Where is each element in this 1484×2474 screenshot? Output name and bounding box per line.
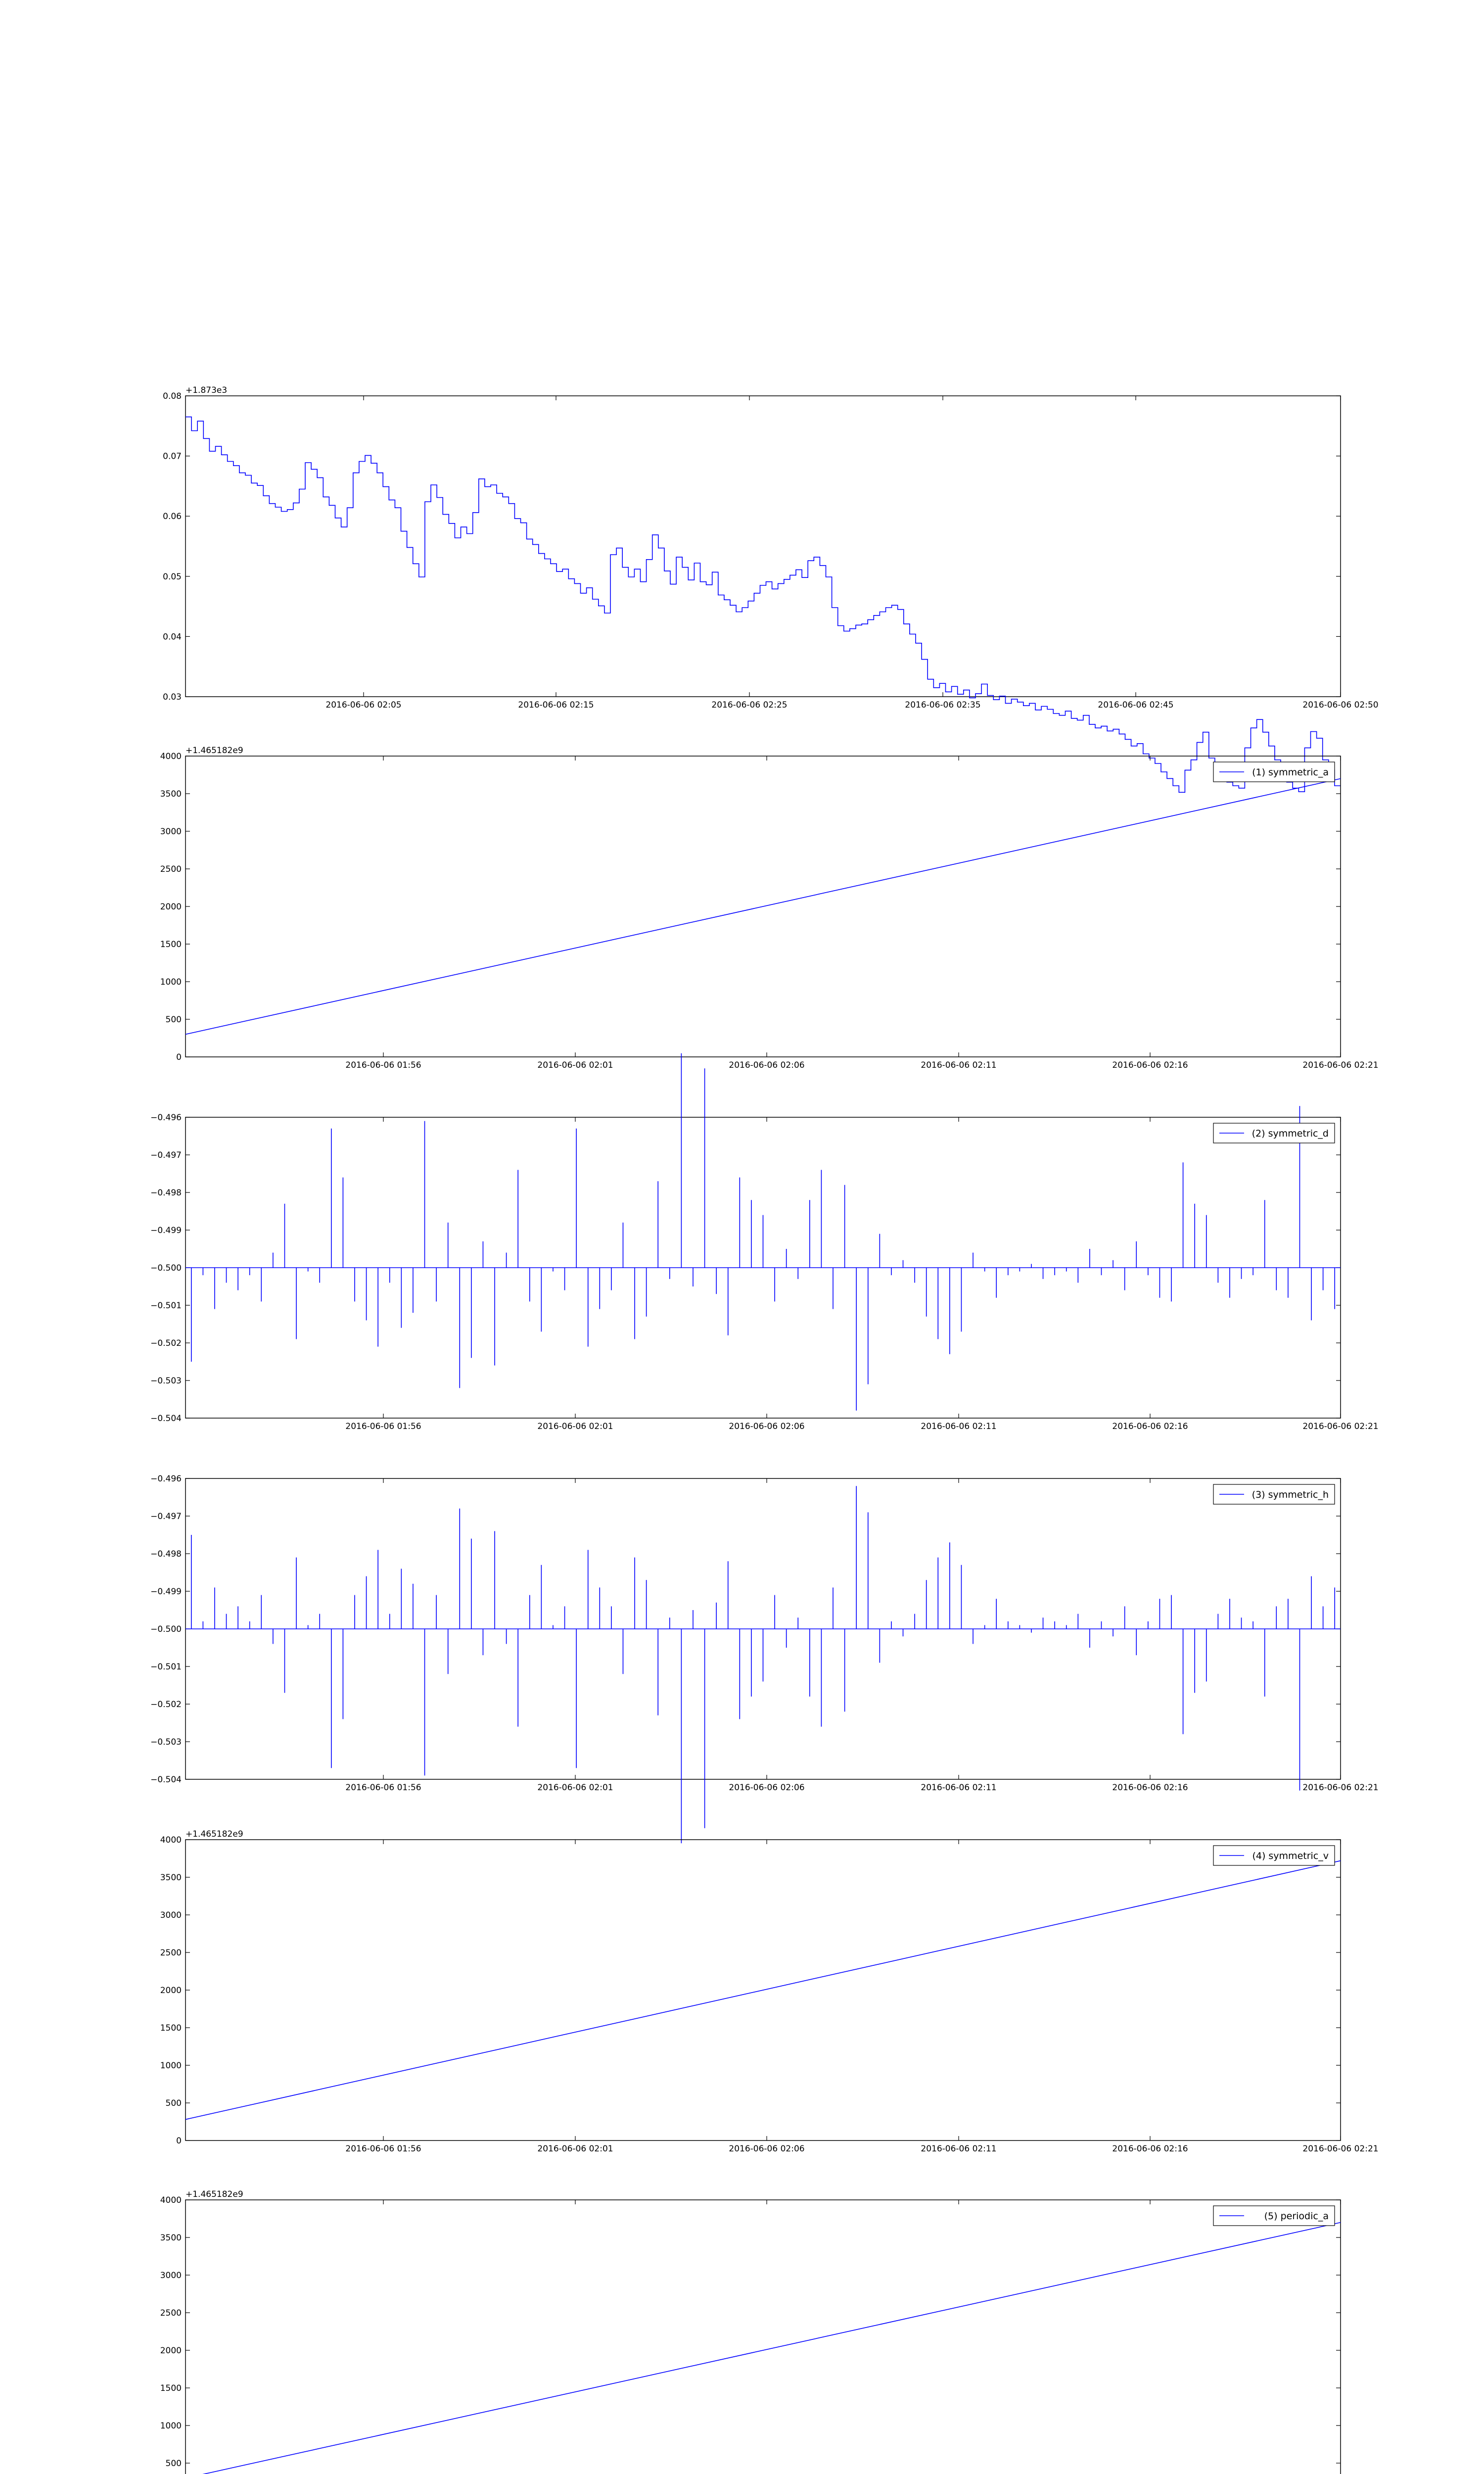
x-tick-label: 2016-06-06 02:15	[518, 700, 594, 710]
x-tick-label: 2016-06-06 02:21	[1302, 1783, 1379, 1793]
y-tick-label: 3000	[160, 2271, 182, 2281]
axes-frame	[186, 396, 1341, 697]
y-tick-label: 1000	[160, 2061, 182, 2071]
y-tick-label: −0.500	[150, 1263, 182, 1273]
x-tick-label: 2016-06-06 02:01	[537, 1060, 613, 1070]
x-tick-label: 2016-06-06 02:06	[729, 2144, 805, 2154]
y-tick-label: −0.501	[150, 1301, 182, 1311]
x-tick-label: 2016-06-06 02:16	[1112, 1060, 1188, 1070]
x-tick-label: 2016-06-06 02:35	[905, 700, 981, 710]
y-tick-label: 1500	[160, 2023, 182, 2033]
series-line	[186, 417, 1341, 793]
x-tick-label: 2016-06-06 02:01	[537, 1422, 613, 1431]
y-tick-label: 4000	[160, 2195, 182, 2205]
x-tick-label: 2016-06-06 02:50	[1302, 700, 1379, 710]
legend	[1213, 762, 1335, 782]
y-tick-label: 0.04	[163, 632, 182, 642]
y-tick-label: 500	[165, 2098, 182, 2108]
x-tick-label: 2016-06-06 02:11	[921, 1783, 997, 1793]
y-tick-label: 3000	[160, 827, 182, 837]
y-tick-label: −0.499	[150, 1226, 182, 1236]
y-tick-label: −0.504	[150, 1775, 182, 1785]
y-tick-label: 3500	[160, 1873, 182, 1883]
x-tick-label: 2016-06-06 02:06	[729, 1783, 805, 1793]
y-tick-label: −0.498	[150, 1549, 182, 1559]
x-tick-label: 2016-06-06 02:06	[729, 1060, 805, 1070]
x-tick-label: 2016-06-06 02:21	[1302, 1060, 1379, 1070]
y-tick-label: −0.497	[150, 1512, 182, 1522]
y-tick-label: 3500	[160, 789, 182, 799]
subplot-5	[160, 1829, 1379, 2154]
y-tick-label: 1500	[160, 2383, 182, 2393]
y-tick-label: 500	[165, 2459, 182, 2469]
x-tick-label: 2016-06-06 02:25	[711, 700, 788, 710]
x-tick-label: 2016-06-06 02:11	[921, 1060, 997, 1070]
x-tick-label: 2016-06-06 02:16	[1112, 2144, 1188, 2154]
offset-label: +1.465182e9	[186, 746, 243, 756]
y-tick-label: −0.499	[150, 1587, 182, 1597]
x-tick-label: 2016-06-06 01:56	[345, 2144, 421, 2154]
y-tick-label: −0.502	[150, 1700, 182, 1710]
legend	[1213, 1846, 1335, 1865]
legend	[1213, 1123, 1335, 1143]
legend-label: (5) periodic_a	[1264, 2211, 1329, 2222]
y-tick-label: 4000	[160, 1835, 182, 1845]
series-line	[186, 779, 1341, 1035]
x-tick-label: 2016-06-06 02:45	[1098, 700, 1174, 710]
y-tick-label: −0.503	[150, 1737, 182, 1747]
axes-frame	[186, 2200, 1341, 2474]
y-tick-label: 4000	[160, 752, 182, 761]
y-tick-label: 2000	[160, 1986, 182, 1996]
y-tick-label: −0.501	[150, 1662, 182, 1672]
x-tick-label: 2016-06-06 02:06	[729, 1422, 805, 1431]
y-tick-label: 2000	[160, 2346, 182, 2356]
y-tick-label: −0.496	[150, 1474, 182, 1484]
y-tick-label: −0.500	[150, 1624, 182, 1634]
offset-label: +1.465182e9	[186, 2189, 243, 2199]
offset-label: +1.465182e9	[186, 1829, 243, 1839]
subplot-1	[163, 385, 1378, 792]
legend	[1213, 2206, 1335, 2226]
y-tick-label: −0.503	[150, 1376, 182, 1386]
y-tick-label: 0.05	[163, 571, 182, 582]
y-tick-label: 2000	[160, 902, 182, 912]
x-tick-label: 2016-06-06 02:01	[537, 1783, 613, 1793]
legend-label: (3) symmetric_h	[1252, 1489, 1329, 1500]
legend-label: (4) symmetric_v	[1252, 1851, 1329, 1861]
subplot-6	[160, 2189, 1379, 2474]
y-tick-label: 0	[176, 1052, 182, 1062]
y-tick-label: 2500	[160, 864, 182, 874]
subplot-4	[150, 1474, 1379, 1843]
y-tick-label: 1500	[160, 940, 182, 950]
offset-label: +1.873e3	[186, 385, 228, 395]
y-tick-label: 1000	[160, 2421, 182, 2431]
x-tick-label: 2016-06-06 01:56	[345, 1060, 421, 1070]
y-tick-label: 500	[165, 1015, 182, 1025]
x-tick-label: 2016-06-06 02:05	[325, 700, 402, 710]
subplot-3	[150, 1053, 1379, 1431]
y-tick-label: 0.03	[163, 692, 182, 702]
y-tick-label: −0.497	[150, 1150, 182, 1160]
y-tick-label: −0.498	[150, 1188, 182, 1198]
series-line	[186, 1861, 1341, 2120]
y-tick-label: 2500	[160, 2308, 182, 2318]
y-tick-label: −0.496	[150, 1113, 182, 1123]
x-tick-label: 2016-06-06 02:01	[537, 2144, 613, 2154]
legend	[1213, 1484, 1335, 1504]
legend-label: (2) symmetric_d	[1252, 1128, 1329, 1139]
y-tick-label: 0.06	[163, 512, 182, 522]
y-tick-label: −0.502	[150, 1338, 182, 1348]
y-tick-label: 0	[176, 2136, 182, 2146]
x-tick-label: 2016-06-06 02:21	[1302, 2144, 1379, 2154]
y-tick-label: 1000	[160, 977, 182, 987]
series-line	[186, 2223, 1341, 2474]
x-tick-label: 2016-06-06 02:21	[1302, 1422, 1379, 1431]
subplot-2	[160, 746, 1379, 1070]
x-tick-label: 2016-06-06 02:16	[1112, 1422, 1188, 1431]
x-tick-label: 2016-06-06 01:56	[345, 1422, 421, 1431]
x-tick-label: 2016-06-06 02:11	[921, 2144, 997, 2154]
y-tick-label: 0.07	[163, 451, 182, 462]
y-tick-label: 2500	[160, 1948, 182, 1958]
y-tick-label: 3000	[160, 1910, 182, 1920]
x-tick-label: 2016-06-06 01:56	[345, 1783, 421, 1793]
legend-label: (1) symmetric_a	[1252, 767, 1329, 778]
y-tick-label: −0.504	[150, 1414, 182, 1424]
x-tick-label: 2016-06-06 02:11	[921, 1422, 997, 1431]
y-tick-label: 0.08	[163, 391, 182, 401]
y-tick-label: 3500	[160, 2233, 182, 2243]
x-tick-label: 2016-06-06 02:16	[1112, 1783, 1188, 1793]
